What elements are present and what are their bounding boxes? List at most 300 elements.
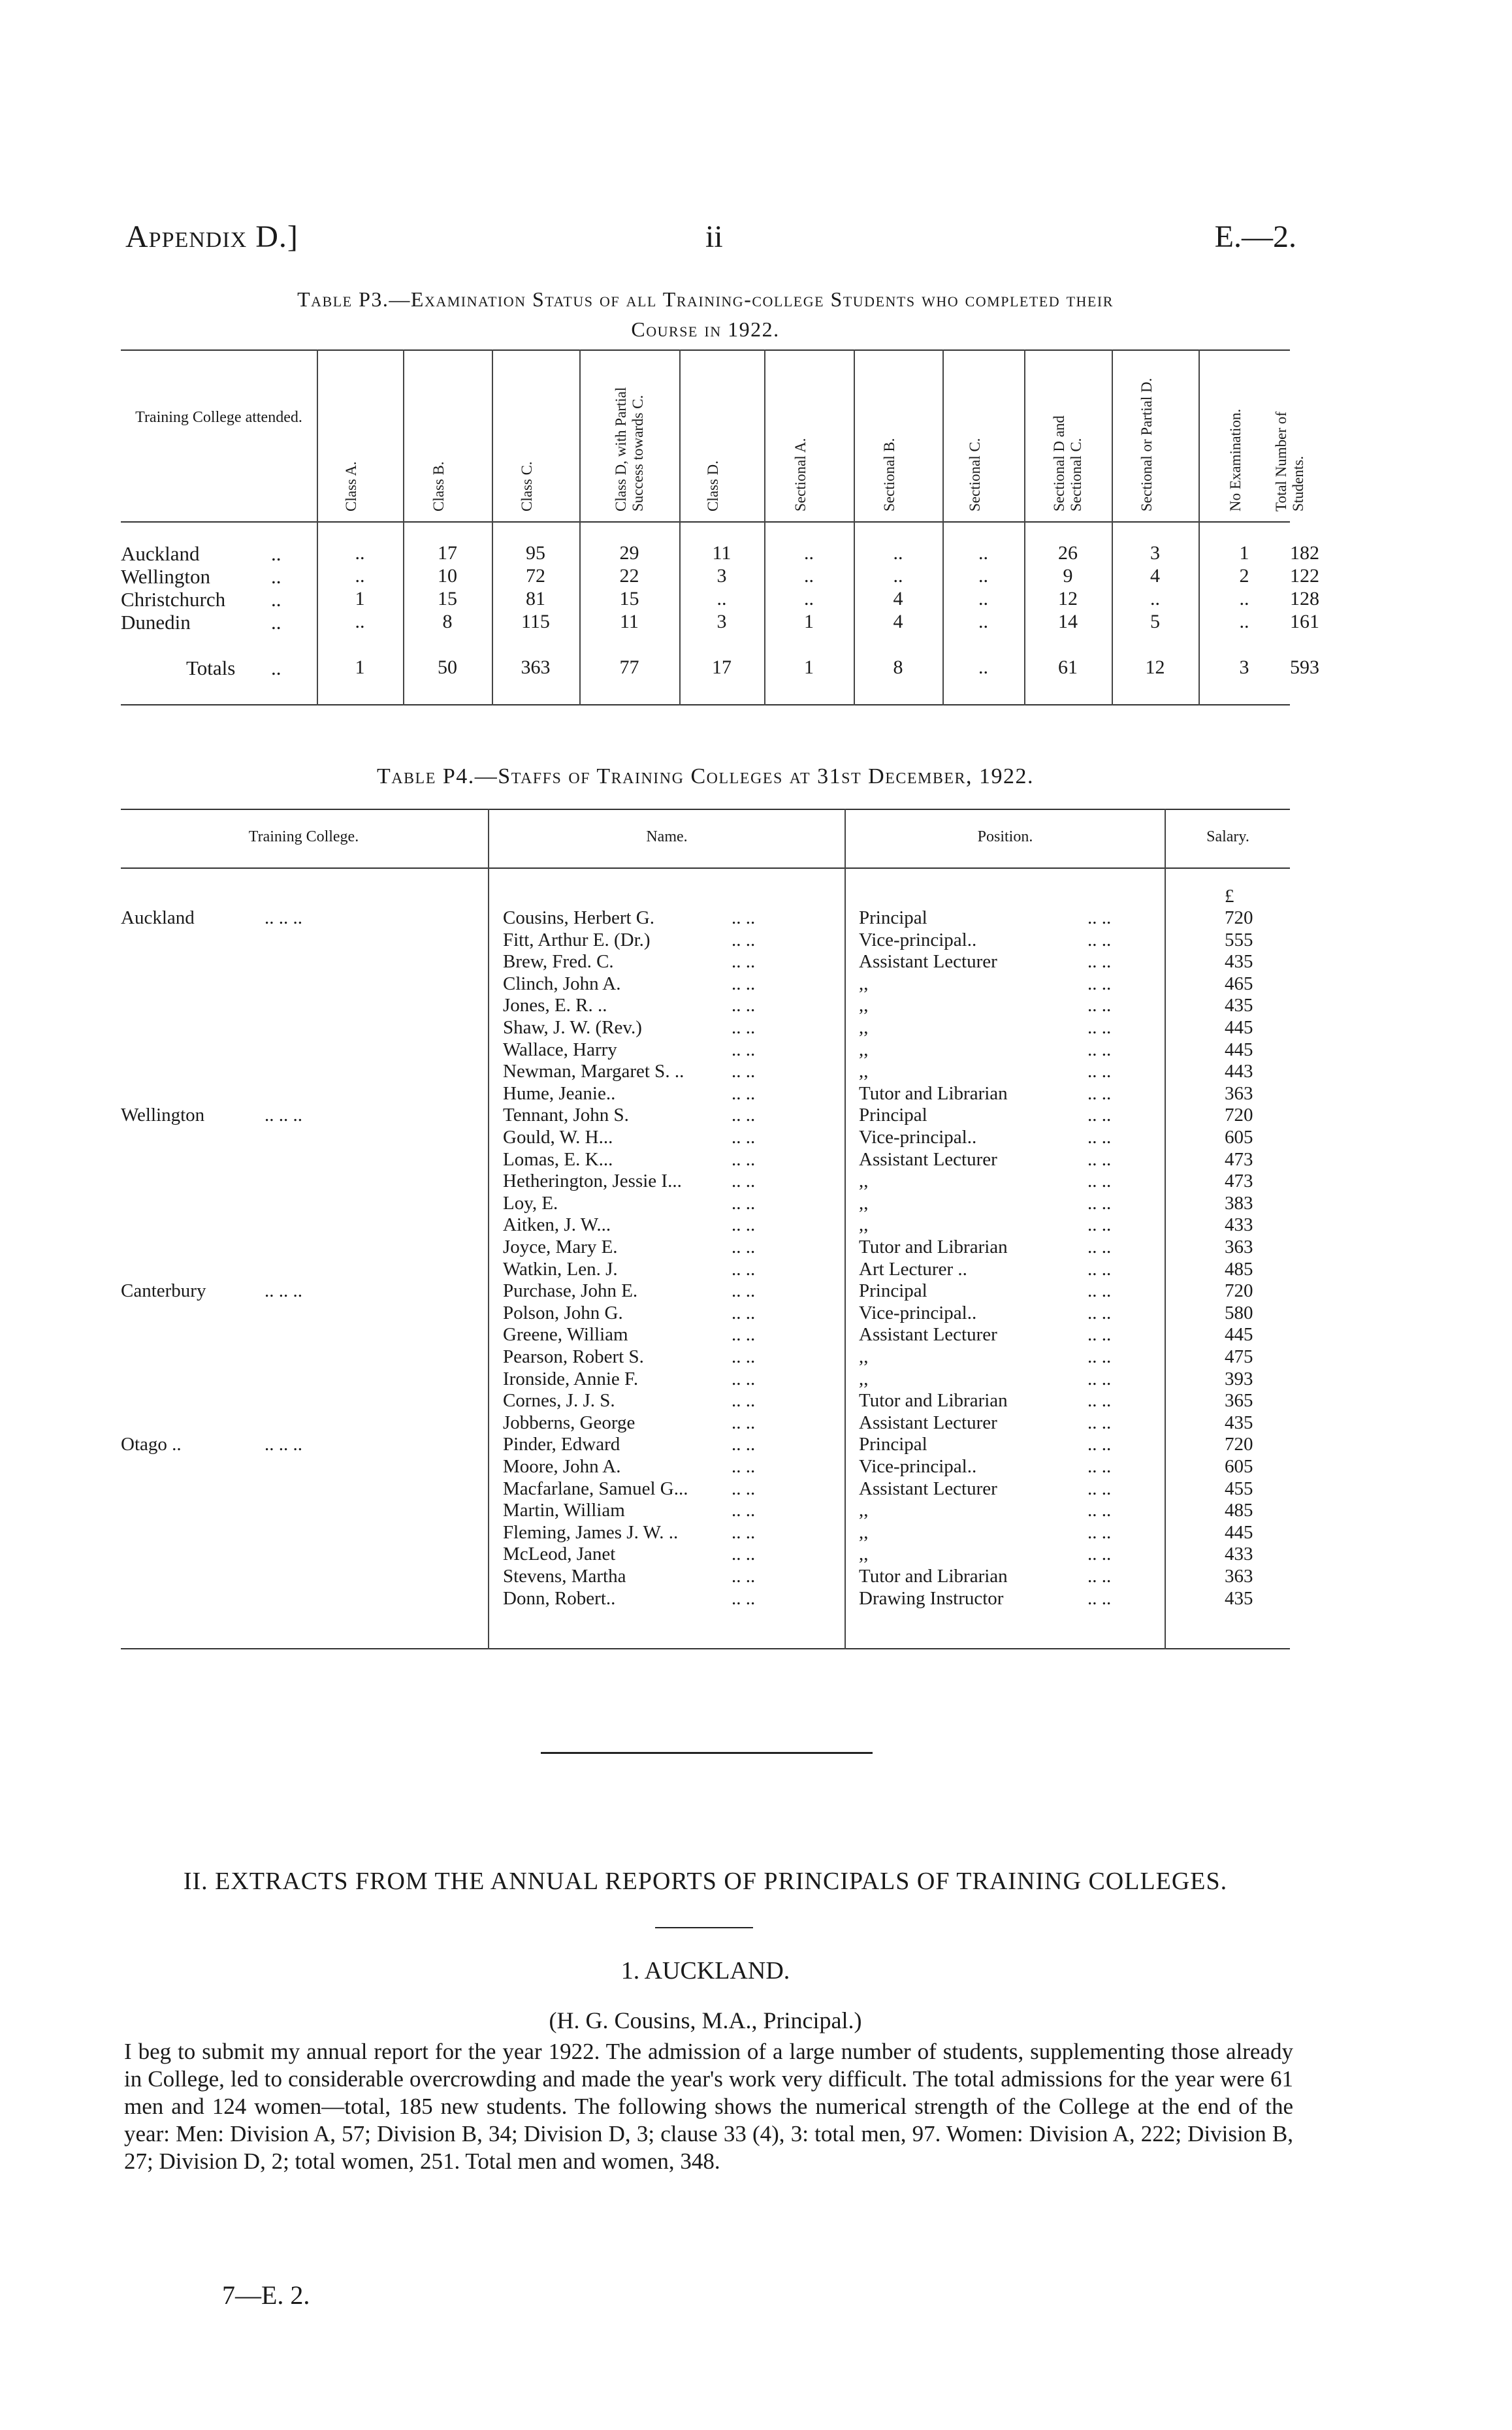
header-bottom-rule xyxy=(121,521,1290,523)
staff-salary: 605 xyxy=(1225,1127,1253,1148)
column-header: Class C. xyxy=(519,461,535,511)
staff-position: Assistant Lecturer xyxy=(859,1478,997,1499)
data-cell: 2 xyxy=(1239,565,1249,587)
leader-dots: .. .. xyxy=(732,1544,756,1565)
leader-dots: .. .. xyxy=(1087,1390,1112,1412)
column-divider xyxy=(679,349,681,705)
staff-position: Tutor and Librarian xyxy=(859,1566,1008,1587)
staff-name: Watkin, Len. J. xyxy=(503,1258,618,1280)
staff-name: Jones, E. R. .. xyxy=(503,995,607,1016)
staff-position: ,, xyxy=(859,1171,869,1192)
staff-salary: 605 xyxy=(1225,1456,1253,1477)
data-cell: .. xyxy=(804,565,814,587)
leader-dots: .. .. xyxy=(732,1412,756,1433)
staff-name: Macfarlane, Samuel G... xyxy=(503,1478,688,1499)
data-cell: .. xyxy=(1239,611,1249,632)
name-column-header: Name. xyxy=(646,828,688,845)
data-cell: .. xyxy=(978,656,988,678)
staff-position: ,, xyxy=(859,1346,869,1367)
data-cell: 4 xyxy=(893,588,903,609)
staff-row xyxy=(121,1280,1290,1302)
leader-dots: .. .. xyxy=(1087,1017,1112,1038)
data-cell: 17 xyxy=(712,656,732,678)
leader-dots: .. .. xyxy=(732,1148,756,1170)
leader-dots: .. .. .. xyxy=(265,907,302,928)
data-cell: 1 xyxy=(355,588,365,609)
table-p3-title-line1: Table P3.—Examination Status of all Training-college Students who completed their xyxy=(297,287,1114,311)
table-top-rule xyxy=(121,349,1290,351)
staff-row xyxy=(121,1566,1290,1587)
column-divider xyxy=(403,349,404,705)
column-header: Total Number of Students. xyxy=(1273,412,1306,511)
staff-row xyxy=(121,1214,1290,1236)
leader-dots: .. .. xyxy=(732,1017,756,1038)
data-cell: 11 xyxy=(620,611,639,632)
staff-salary: 720 xyxy=(1225,1434,1253,1455)
staff-name: Cousins, Herbert G. xyxy=(503,907,654,928)
staff-position: Assistant Lecturer xyxy=(859,951,997,973)
data-cell: 4 xyxy=(1150,565,1160,587)
leader-dots: .. .. xyxy=(1087,1302,1112,1323)
data-cell: 14 xyxy=(1058,611,1078,632)
section-separator xyxy=(541,1752,873,1754)
staff-salary: 443 xyxy=(1225,1061,1253,1082)
staff-position: Vice-principal.. xyxy=(859,1456,977,1477)
staff-salary: 445 xyxy=(1225,1324,1253,1346)
staff-name: Tennant, John S. xyxy=(503,1105,629,1126)
staff-position: ,, xyxy=(859,1017,869,1038)
row-label: Wellington xyxy=(121,565,210,588)
leader-dots: .. .. .. xyxy=(265,1105,302,1126)
table-bottom-rule xyxy=(121,704,1290,705)
staff-salary: 433 xyxy=(1225,1544,1253,1565)
staff-salary: 445 xyxy=(1225,1039,1253,1060)
staff-position: ,, xyxy=(859,1500,869,1521)
subsection-heading: 1. AUCKLAND. xyxy=(620,1957,790,1984)
leader-dots: .. .. xyxy=(732,1324,756,1346)
staff-position: ,, xyxy=(859,995,869,1016)
report-paragraph: I beg to submit my annual report for the year 1922. The admission of a large number of students, supplementing those already in College, led to considerable overcrowding and made the year's work very difficult. The total admissions for the year were 61 men and 124 women—total, 185 new students. The following shows the numerical strength of the College at the end of the year: Men: Division A, 57; Division B, 34; Division D, 3; clause 33 (4), 3: total men, 97. Women: Division A, 222; Division B, 27; Division D, 2; total women, 251. Total men and women, 348. xyxy=(124,2039,1293,2174)
staff-row xyxy=(121,1193,1290,1214)
leader-dots: .. .. xyxy=(732,1192,756,1214)
position-column-header: Position. xyxy=(977,828,1033,845)
leader-dots: .. .. xyxy=(732,1500,756,1521)
leader-dots: .. .. xyxy=(1087,1412,1112,1433)
staff-salary: 485 xyxy=(1225,1258,1253,1280)
staff-row xyxy=(121,1588,1290,1610)
staff-row xyxy=(121,1171,1290,1192)
column-header: Sectional or Partial D. xyxy=(1138,378,1155,511)
column-divider xyxy=(1024,349,1025,705)
column-divider xyxy=(764,349,765,705)
staff-name: Shaw, J. W. (Rev.) xyxy=(503,1017,642,1038)
staff-salary: 473 xyxy=(1225,1171,1253,1192)
leader-dots: .. .. xyxy=(732,1237,756,1257)
data-cell: 115 xyxy=(521,611,550,632)
data-cell: .. xyxy=(1239,588,1249,609)
row-label: Dunedin xyxy=(121,611,191,634)
staff-row xyxy=(121,1478,1290,1500)
leader-dots: .. .. xyxy=(1087,1500,1112,1521)
data-cell: 11 xyxy=(712,542,732,564)
staff-row xyxy=(121,1237,1290,1258)
data-cell: .. xyxy=(893,565,903,587)
staff-salary: 435 xyxy=(1225,1587,1253,1609)
data-cell: 12 xyxy=(1058,588,1078,609)
staff-position: Assistant Lecturer xyxy=(859,1412,997,1433)
staff-name: Cornes, J. J. S. xyxy=(503,1390,615,1412)
staff-salary: 363 xyxy=(1225,1237,1253,1257)
data-cell: 12 xyxy=(1145,656,1165,678)
staff-name: McLeod, Janet xyxy=(503,1544,616,1565)
staff-row xyxy=(121,973,1290,995)
staff-salary: 475 xyxy=(1225,1346,1253,1367)
leader-dots: .. .. xyxy=(732,1368,756,1389)
leader-dots: .. .. xyxy=(732,1258,756,1280)
row-label: Christchurch xyxy=(121,588,226,611)
leader-dots: .. .. xyxy=(1087,1148,1112,1170)
column-divider xyxy=(942,349,944,705)
leader-dots: .. .. xyxy=(1087,951,1112,973)
staff-salary: 720 xyxy=(1225,1280,1253,1302)
staff-position: ,, xyxy=(859,1039,869,1060)
staff-salary: 435 xyxy=(1225,951,1253,973)
college-name: Otago .. xyxy=(121,1434,182,1455)
staff-position: Art Lecturer .. xyxy=(859,1258,967,1280)
row-label: Totals xyxy=(186,656,236,679)
staff-name: Hume, Jeanie.. xyxy=(503,1082,616,1104)
staff-name: Moore, John A. xyxy=(503,1456,621,1477)
data-cell: 61 xyxy=(1058,656,1078,678)
leader-dots: .. .. xyxy=(1087,1368,1112,1389)
staff-row xyxy=(121,1039,1290,1061)
leader-dots: .. .. xyxy=(1087,1171,1112,1192)
column-divider xyxy=(317,349,318,705)
leader-dots: .. xyxy=(271,542,281,565)
data-cell: 15 xyxy=(438,588,457,609)
leader-dots: .. .. xyxy=(732,1105,756,1126)
data-cell: .. xyxy=(978,542,988,564)
staff-row xyxy=(121,1544,1290,1565)
data-cell: 72 xyxy=(526,565,545,587)
data-cell: .. xyxy=(978,588,988,609)
staff-salary: 473 xyxy=(1225,1148,1253,1170)
staff-row xyxy=(121,1412,1290,1434)
staff-name: Polson, John G. xyxy=(503,1302,623,1323)
staff-salary: 720 xyxy=(1225,1105,1253,1126)
data-cell: .. xyxy=(355,565,365,587)
leader-dots: .. .. xyxy=(732,1171,756,1192)
leader-dots: .. .. xyxy=(732,1566,756,1587)
data-cell: 3 xyxy=(1150,542,1160,564)
data-cell: 8 xyxy=(442,611,453,632)
salary-column-header: Salary. xyxy=(1206,828,1249,845)
staff-name: Stevens, Martha xyxy=(503,1566,626,1587)
data-cell: .. xyxy=(893,542,903,564)
staff-position: Vice-principal.. xyxy=(859,1302,977,1323)
data-cell: 29 xyxy=(619,542,639,564)
data-cell: .. xyxy=(978,565,988,587)
data-cell: 15 xyxy=(619,588,639,609)
table-p3-title-line2: Course in 1922. xyxy=(631,317,780,341)
data-cell: 5 xyxy=(1150,611,1160,632)
staff-row xyxy=(121,1017,1290,1039)
staff-salary: 445 xyxy=(1225,1017,1253,1038)
staff-name: Newman, Margaret S. .. xyxy=(503,1061,684,1082)
section-heading: II. EXTRACTS FROM THE ANNUAL REPORTS OF PRINCIPALS OF TRAINING COLLEGES. xyxy=(183,1868,1228,1895)
column-header: Sectional D and Sectional C. xyxy=(1051,415,1084,511)
staff-row xyxy=(121,1083,1290,1105)
data-cell: 3 xyxy=(1239,656,1249,678)
staff-row xyxy=(121,907,1290,929)
staff-salary: 445 xyxy=(1225,1521,1253,1543)
staff-name: Greene, William xyxy=(503,1324,628,1346)
appendix-label: Appendix D.] xyxy=(125,219,298,254)
data-cell: 3 xyxy=(716,611,727,632)
staff-name: Jobberns, George xyxy=(503,1412,635,1433)
leader-dots: .. .. xyxy=(1087,1346,1112,1367)
leader-dots: .. .. xyxy=(732,1280,756,1302)
staff-salary: 363 xyxy=(1225,1566,1253,1587)
staff-position: ,, xyxy=(859,973,869,994)
staff-salary: 465 xyxy=(1225,973,1253,994)
leader-dots: .. .. xyxy=(1087,1082,1112,1104)
leader-dots: .. .. xyxy=(732,973,756,994)
staff-salary: 393 xyxy=(1225,1368,1253,1389)
table-bottom-rule xyxy=(121,1648,1290,1649)
leader-dots: .. .. xyxy=(1087,1434,1112,1455)
column-header: Sectional C. xyxy=(966,438,983,511)
leader-dots: .. .. xyxy=(732,1521,756,1543)
college-name: Canterbury xyxy=(121,1280,206,1302)
leader-dots: .. .. xyxy=(732,929,756,950)
data-cell: 4 xyxy=(893,611,903,632)
leader-dots: .. .. xyxy=(1087,1105,1112,1126)
header-bottom-rule xyxy=(121,867,1290,869)
staff-row xyxy=(121,1324,1290,1346)
staff-row xyxy=(121,1522,1290,1544)
staff-name: Gould, W. H... xyxy=(503,1127,613,1148)
college-name: Auckland xyxy=(121,907,195,928)
column-header: Sectional B. xyxy=(881,438,897,511)
page-number: ii xyxy=(705,219,723,254)
staff-name: Pearson, Robert S. xyxy=(503,1346,644,1367)
leader-dots: .. .. xyxy=(732,1061,756,1082)
row-header-label: Training College attended. xyxy=(135,409,302,426)
data-cell: .. xyxy=(716,588,727,609)
staff-row xyxy=(121,1346,1290,1368)
column-header: Class D. xyxy=(705,461,721,511)
staff-row xyxy=(121,1369,1290,1390)
staff-position: Drawing Instructor xyxy=(859,1587,1004,1609)
staff-salary: 433 xyxy=(1225,1214,1253,1236)
leader-dots: .. .. xyxy=(1087,929,1112,950)
data-cell: 1 xyxy=(804,611,814,632)
leader-dots: .. .. xyxy=(1087,1456,1112,1477)
leader-dots: .. .. xyxy=(1087,907,1112,928)
data-cell: 26 xyxy=(1058,542,1078,564)
leader-dots: .. xyxy=(271,611,281,634)
staff-position: Assistant Lecturer xyxy=(859,1148,997,1170)
table-top-rule xyxy=(121,809,1290,810)
staff-position: Tutor and Librarian xyxy=(859,1237,1008,1257)
staff-name: Donn, Robert.. xyxy=(503,1587,616,1609)
leader-dots: .. .. xyxy=(732,1456,756,1477)
leader-dots: .. .. xyxy=(1087,1280,1112,1302)
leader-dots: .. .. .. xyxy=(265,1280,302,1302)
currency-symbol: £ xyxy=(1225,886,1234,907)
leader-dots: .. .. xyxy=(1087,1127,1112,1148)
staff-row xyxy=(121,1149,1290,1171)
leader-dots: .. .. xyxy=(1087,1478,1112,1499)
staff-row xyxy=(121,1456,1290,1478)
data-cell: 22 xyxy=(619,565,639,587)
staff-salary: 580 xyxy=(1225,1302,1253,1323)
staff-name: Ironside, Annie F. xyxy=(503,1368,639,1389)
data-cell: .. xyxy=(355,611,365,632)
staff-row xyxy=(121,930,1290,951)
column-divider xyxy=(492,349,493,705)
row-label: Auckland xyxy=(121,542,200,565)
leader-dots: .. .. xyxy=(1087,995,1112,1016)
column-header: Class B. xyxy=(430,461,447,511)
leader-dots: .. .. xyxy=(1087,1214,1112,1236)
staff-name: Wallace, Harry xyxy=(503,1039,617,1060)
leader-dots: .. .. xyxy=(1087,1061,1112,1082)
data-cell: 1 xyxy=(804,656,814,678)
leader-dots: .. .. xyxy=(732,1390,756,1412)
staff-salary: 455 xyxy=(1225,1478,1253,1499)
leader-dots: .. .. xyxy=(732,1346,756,1367)
table-p3: Training College attended. Class A. Class B. Class C. Class D, with Partial Success towards C. Class D. Sectional A. Sectional B. Sectional C. Sectional D and Sectional C. Sectional or Partial D. No Examination. Total Number of Students. Auckland .. .. 17 95 29 11 .. .. .. 26 3 1 182 Wellington .. .. 10 72 22 3 .. .. .. 9 4 2 122 Christchurch .. 1 15 81 15 .. .. 4 .. 12 .. .. 128 Dunedin .. .. 8 115 11 3 1 4 .. 14 5 .. 161 Totals .. 1 50 363 77 17 1 8 .. 61 12 3 593 xyxy=(121,349,1290,712)
author-byline: (H. G. Cousins, M.A., Principal.) xyxy=(549,2007,862,2033)
staff-salary: 720 xyxy=(1225,907,1253,928)
data-cell: 77 xyxy=(619,656,639,678)
data-cell: 81 xyxy=(526,588,545,609)
staff-position: Assistant Lecturer xyxy=(859,1324,997,1346)
staff-position: ,, xyxy=(859,1521,869,1543)
data-cell: 1 xyxy=(1239,542,1249,564)
column-header: No Examination. xyxy=(1227,408,1244,511)
leader-dots: .. .. xyxy=(1087,1192,1112,1214)
table-p4-title: Table P4.—Staffs of Training Colleges at 31st December, 1922. xyxy=(376,764,1035,788)
staff-name: Lomas, E. K... xyxy=(503,1148,613,1170)
data-cell: .. xyxy=(804,542,814,564)
staff-salary: 435 xyxy=(1225,995,1253,1016)
column-header: Class A. xyxy=(343,461,359,511)
leader-dots: .. .. xyxy=(732,1587,756,1609)
leader-dots: .. .. xyxy=(1087,1521,1112,1543)
staff-position: Vice-principal.. xyxy=(859,929,977,950)
staff-row xyxy=(121,1434,1290,1455)
data-cell: .. xyxy=(355,542,365,564)
leader-dots: .. .. xyxy=(732,1214,756,1236)
column-header: Class D, with Partial Success towards C. xyxy=(612,387,646,511)
data-cell: 8 xyxy=(893,656,903,678)
college-column-header: Training College. xyxy=(248,828,359,845)
staff-salary: 485 xyxy=(1225,1500,1253,1521)
data-cell: 17 xyxy=(438,542,457,564)
leader-dots: .. .. xyxy=(1087,973,1112,994)
leader-dots: .. .. xyxy=(732,1478,756,1499)
leader-dots: .. .. xyxy=(1087,1587,1112,1609)
college-name: Wellington xyxy=(121,1105,205,1126)
staff-position: Vice-principal.. xyxy=(859,1127,977,1148)
column-divider xyxy=(1198,349,1200,705)
leader-dots: .. .. xyxy=(1087,1039,1112,1060)
staff-position: Principal xyxy=(859,1434,927,1455)
leader-dots: .. .. xyxy=(732,951,756,973)
staff-position: Tutor and Librarian xyxy=(859,1390,1008,1412)
staff-row xyxy=(121,995,1290,1016)
staff-salary: 363 xyxy=(1225,1082,1253,1104)
staff-position: ,, xyxy=(859,1368,869,1389)
staff-row xyxy=(121,951,1290,973)
data-cell: 95 xyxy=(526,542,545,564)
data-cell: .. xyxy=(978,611,988,632)
staff-name: Clinch, John A. xyxy=(503,973,621,994)
staff-salary: 435 xyxy=(1225,1412,1253,1433)
table-p4 xyxy=(121,809,1290,1651)
staff-name: Loy, E. xyxy=(503,1192,558,1214)
column-divider xyxy=(1112,349,1113,705)
staff-salary: 383 xyxy=(1225,1192,1253,1214)
leader-dots: .. xyxy=(271,656,281,679)
table-p3-title xyxy=(118,284,1293,344)
staff-name: Aitken, J. W... xyxy=(503,1214,611,1236)
staff-position: ,, xyxy=(859,1192,869,1214)
staff-position: Principal xyxy=(859,907,927,928)
leader-dots: .. .. xyxy=(1087,1258,1112,1280)
leader-dots: .. .. .. xyxy=(265,1434,302,1455)
staff-salary: 555 xyxy=(1225,929,1253,950)
staff-salary: 365 xyxy=(1225,1390,1253,1412)
leader-dots: .. .. xyxy=(732,1434,756,1455)
document-code: E.—2. xyxy=(1214,219,1296,254)
staff-name: Hetherington, Jessie I... xyxy=(503,1171,682,1192)
staff-row xyxy=(121,1500,1290,1521)
leader-dots: .. .. xyxy=(732,1127,756,1148)
staff-row xyxy=(121,1061,1290,1082)
staff-position: ,, xyxy=(859,1214,869,1236)
staff-position: ,, xyxy=(859,1544,869,1565)
footer-mark: 7—E. 2. xyxy=(222,2280,310,2310)
staff-name: Purchase, John E. xyxy=(503,1280,638,1302)
leader-dots: .. .. xyxy=(1087,1237,1112,1257)
staff-row xyxy=(121,1259,1290,1280)
staff-name: Pinder, Edward xyxy=(503,1434,620,1455)
staff-name: Fitt, Arthur E. (Dr.) xyxy=(503,929,651,950)
staff-position: Principal xyxy=(859,1280,927,1302)
column-divider xyxy=(579,349,581,705)
leader-dots: .. xyxy=(271,588,281,611)
leader-dots: .. .. xyxy=(732,1039,756,1060)
staff-row xyxy=(121,1303,1290,1324)
leader-dots: .. .. xyxy=(732,1302,756,1323)
leader-dots: .. .. xyxy=(1087,1544,1112,1565)
data-cell: 363 xyxy=(521,656,551,678)
data-cell: 1 xyxy=(355,656,365,678)
staff-row xyxy=(121,1390,1290,1412)
staff-row xyxy=(121,1105,1290,1126)
leader-dots: .. .. xyxy=(1087,1324,1112,1346)
column-header: Sectional A. xyxy=(792,438,809,511)
data-cell: .. xyxy=(1150,588,1160,609)
data-cell: 50 xyxy=(438,656,457,678)
leader-dots: .. .. xyxy=(732,995,756,1016)
leader-dots: .. xyxy=(271,565,281,588)
data-cell: 3 xyxy=(716,565,727,587)
